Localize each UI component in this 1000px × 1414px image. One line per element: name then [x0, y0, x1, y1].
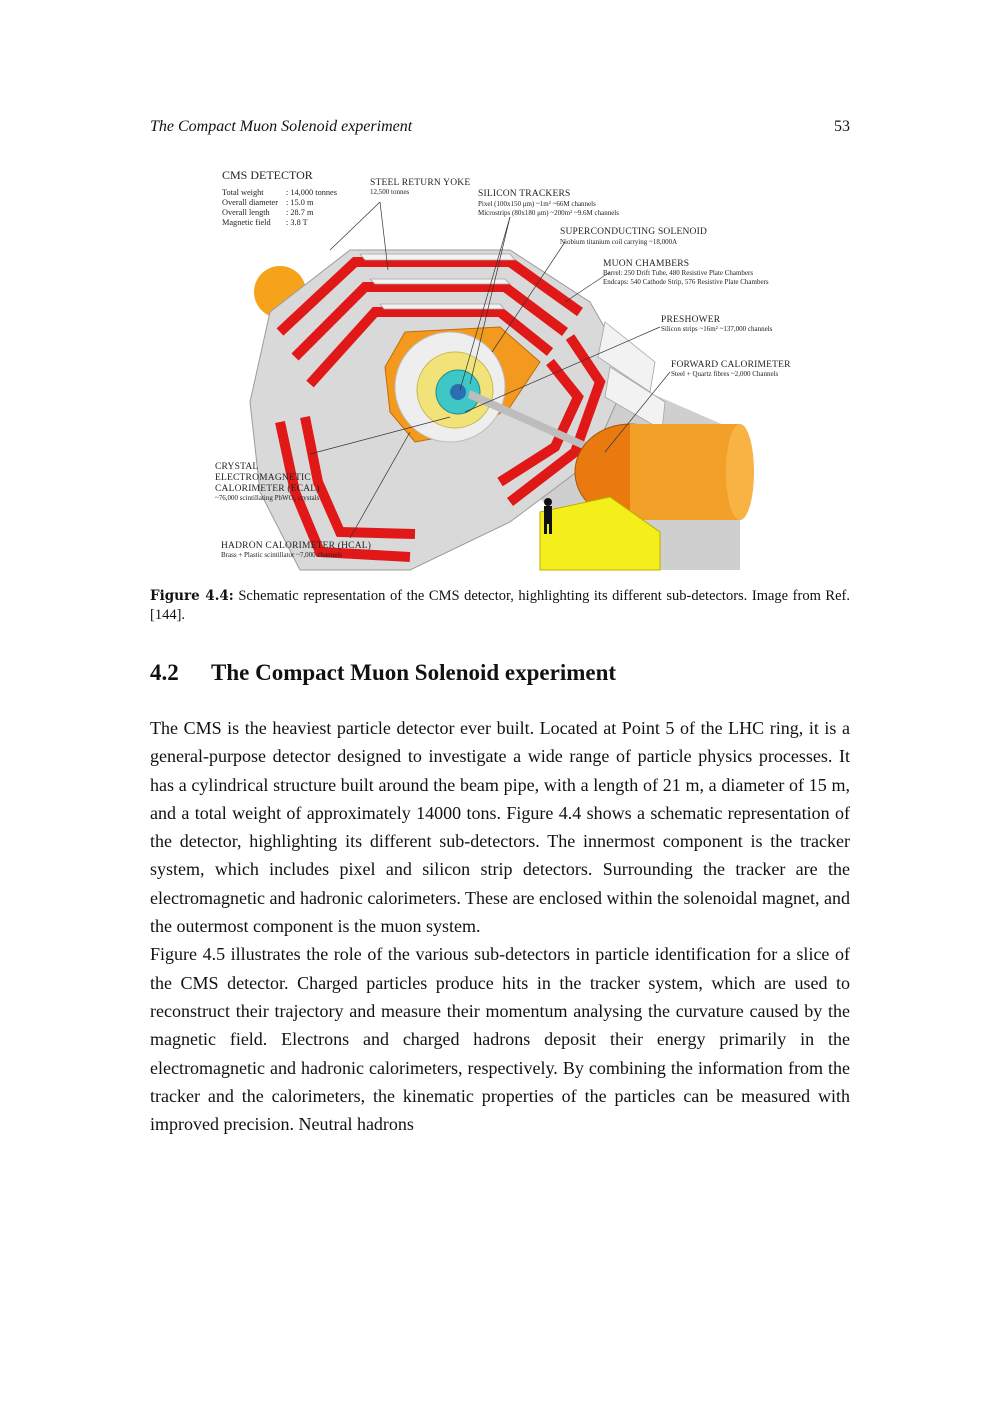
- spec-label: Magnetic field: [222, 218, 271, 227]
- spec-value: : 15.0 m: [286, 198, 314, 207]
- spec-title: CMS DETECTOR: [222, 168, 313, 182]
- label-yoke-title: STEEL RETURN YOKE: [370, 178, 471, 188]
- label-muon-detail-1: Barrel: 250 Drift Tube, 480 Resistive Plate Chambers: [603, 269, 754, 277]
- body-text: [150, 714, 850, 1138]
- label-forward-title: FORWARD CALORIMETER: [671, 360, 791, 370]
- caption-label: Figure 4.4:: [150, 588, 234, 604]
- cms-detector-figure: [210, 162, 800, 574]
- label-solenoid-detail: Niobium titanium coil carrying ~18,000A: [560, 238, 678, 246]
- running-head: [150, 118, 850, 140]
- caption-text: Schematic representation of the CMS detector, highlighting its different sub-detectors. Image from Ref. [144].: [150, 588, 850, 623]
- forward-cap-shape: [726, 424, 754, 520]
- spec-label: Overall diameter: [222, 198, 278, 207]
- label-hcal-detail: Brass + Plastic scintillator ~7,000 channels: [221, 551, 342, 559]
- label-forward-detail: Steel + Quartz fibres ~2,000 Channels: [671, 370, 779, 378]
- label-preshower-detail: Silicon strips ~16m² ~137,000 channels: [661, 325, 773, 333]
- section-heading: [150, 660, 850, 686]
- label-muon-detail-2: Endcaps: 540 Cathode Strip, 576 Resistive Plate Chambers: [603, 278, 769, 286]
- label-muon-title: MUON CHAMBERS: [603, 259, 690, 269]
- paragraph: Figure 4.5 illustrates the role of the various sub-detectors in particle identification for a slice of the CMS detector. Charged particles produce hits in the tracker system, which are used to reconstruct their trajectory and measure their momentum analysing the curvature caused by the magnetic field. Electrons and charged hadrons deposit their energy primarily in the electromagnetic and hadronic calorimeters, respectively. By combining the information from the tracker and the calorimeters, the kinematic properties of the particles can be measured with improved precision. Neutral hadrons: [150, 944, 850, 1135]
- label-yoke-detail: 12,500 tonnes: [370, 188, 410, 196]
- label-tracker-title: SILICON TRACKERS: [478, 189, 571, 199]
- spec-label: Overall length: [222, 208, 270, 217]
- label-preshower-title: PRESHOWER: [661, 315, 721, 325]
- running-title: The Compact Muon Solenoid experiment: [150, 118, 413, 135]
- figure-caption: [150, 587, 850, 625]
- pixel-shape: [450, 384, 466, 400]
- label-ecal-title-1: CRYSTAL: [215, 462, 259, 472]
- cms-detector-diagram: [210, 162, 800, 574]
- section-number: 4.2: [150, 660, 179, 685]
- label-solenoid-title: SUPERCONDUCTING SOLENOID: [560, 227, 708, 237]
- label-tracker-detail-1: Pixel (100x150 μm) ~1m² ~66M channels: [478, 200, 596, 208]
- label-tracker-detail-2: Microstrips (80x180 μm) ~200m² ~9.6M channels: [478, 209, 619, 217]
- spec-value: : 14,000 tonnes: [286, 188, 337, 197]
- forward-cylinder-shape: [630, 424, 740, 520]
- spec-label: Total weight: [222, 188, 264, 197]
- section-title: The Compact Muon Solenoid experiment: [211, 660, 617, 685]
- spec-value: : 28.7 m: [286, 208, 314, 217]
- spec-value: : 3.8 T: [286, 218, 308, 227]
- paragraph: The CMS is the heaviest particle detector ever built. Located at Point 5 of the LHC ring, it is a general-purpose detector designed to investigate a wide range of particle physics processes. It has a cylindrical structure built around the beam pipe, with a length of 21 m, a diameter of 15 m, and a total weight of approximately 14000 tons. Figure 4.4 shows a schematic representation of the detector, highlighting its different sub-detectors. The innermost component is the tracker system, which includes pixel and silicon strip detectors. Surrounding the tracker are the electromagnetic and hadronic calorimeters. These are enclosed within the solenoidal magnet, and the outermost component is the muon system.: [150, 718, 850, 937]
- page-number: 53: [834, 118, 850, 135]
- label-ecal-title-2: ELECTROMAGNETIC: [215, 473, 311, 483]
- label-hcal-title: HADRON CALORIMETER (HCAL): [221, 541, 372, 551]
- label-ecal-detail: ~76,000 scintillating PbWO₄ crystals: [215, 494, 320, 502]
- label-ecal-title-3: CALORIMETER (ECAL): [215, 484, 320, 494]
